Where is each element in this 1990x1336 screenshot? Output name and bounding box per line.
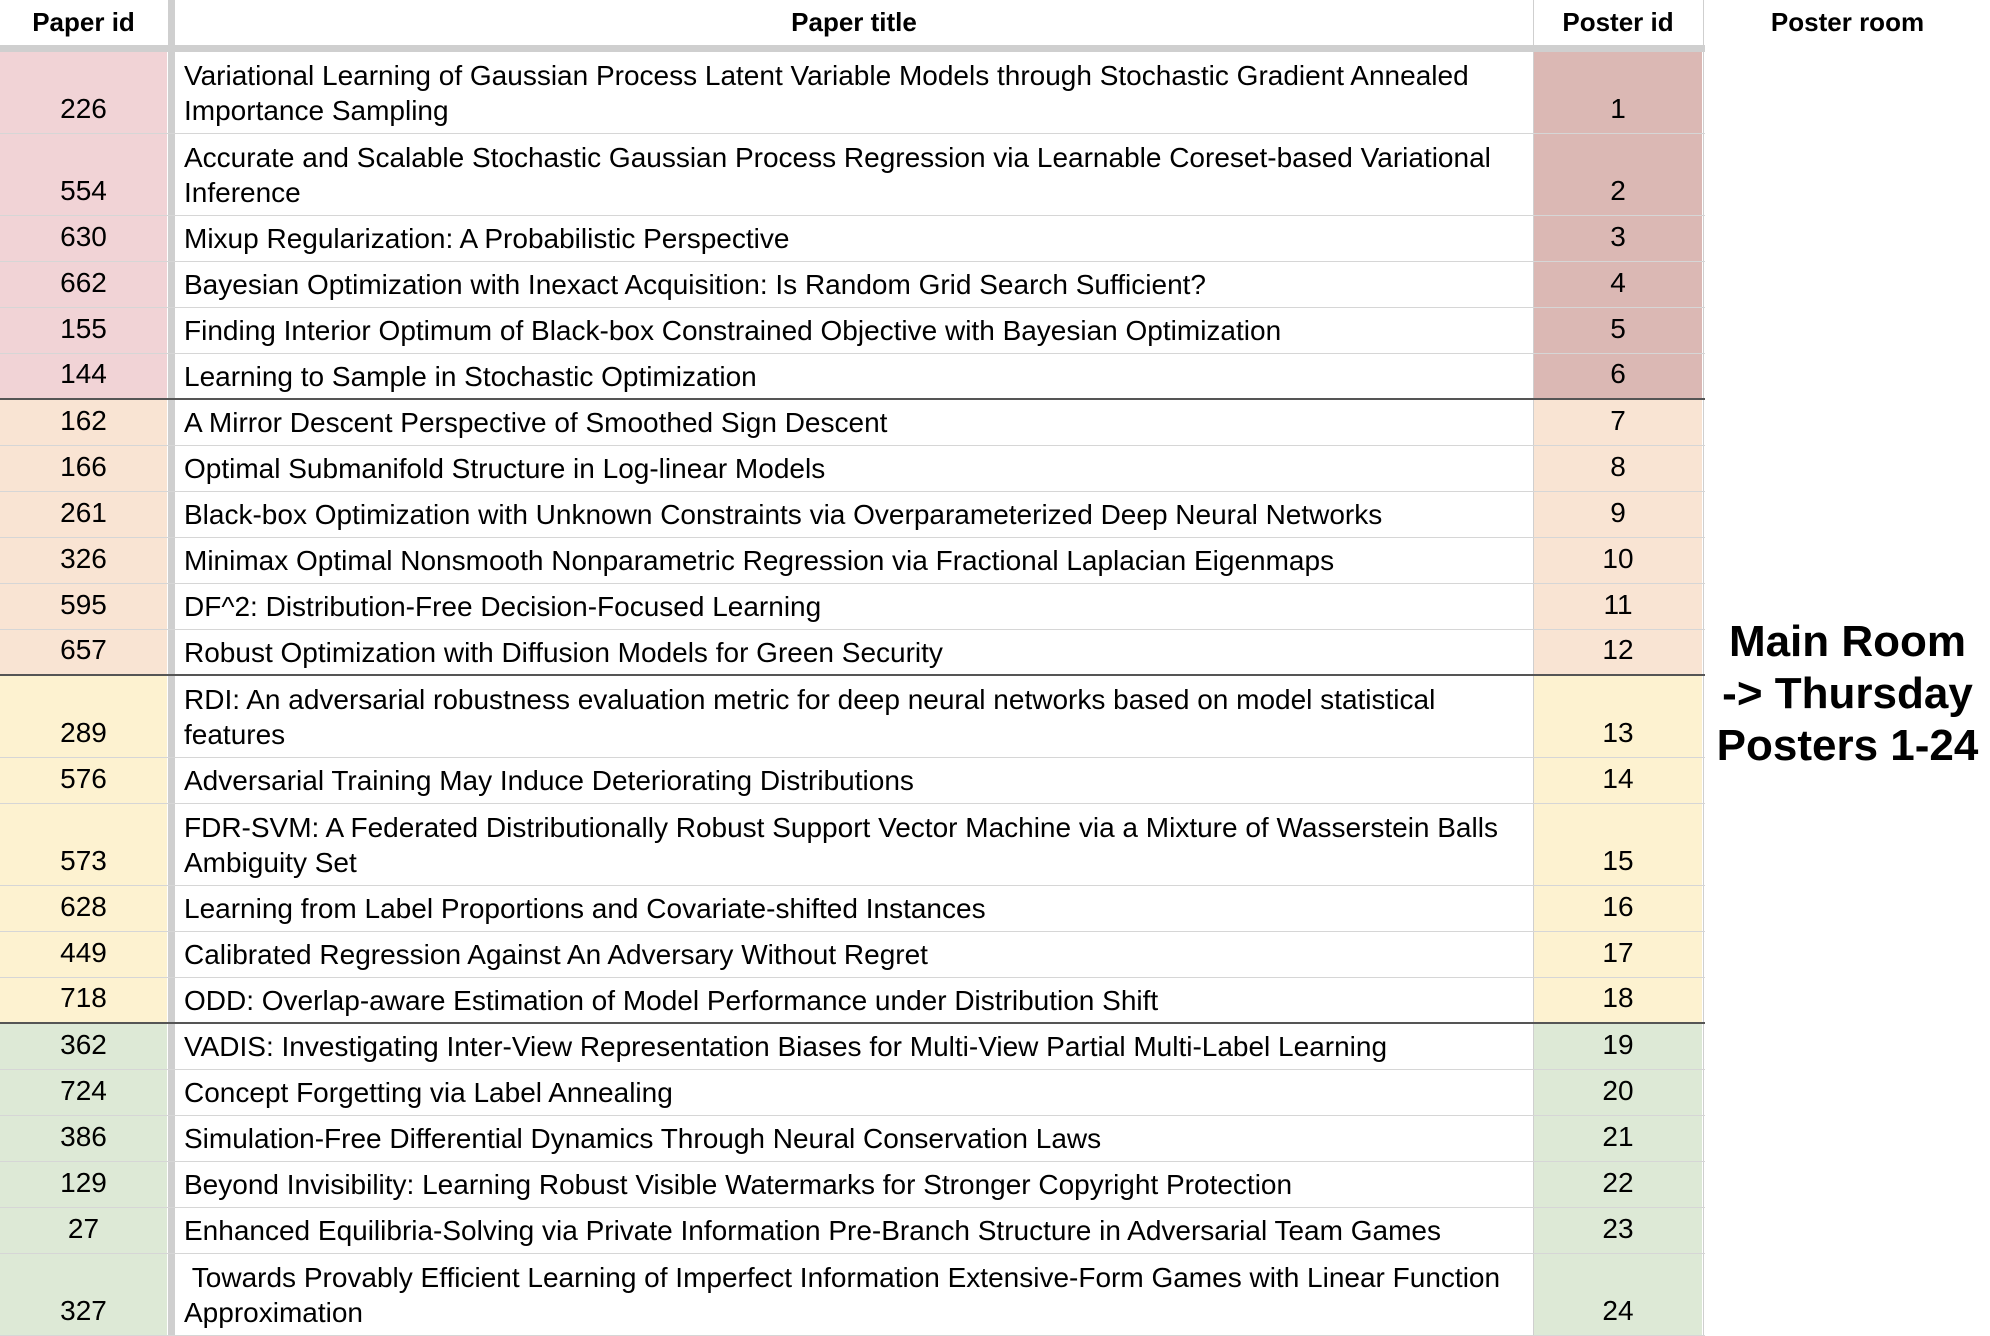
- paper-title-cell[interactable]: [175, 978, 1533, 1022]
- table-row: [0, 886, 1705, 932]
- paper-id-cell[interactable]: 27: [0, 1208, 167, 1253]
- paper-title-cell[interactable]: [175, 804, 1533, 885]
- paper-title-text: Learning from Label Proportions and Covariate-shifted Instances: [184, 893, 986, 924]
- header-paper-title[interactable]: Paper title: [791, 7, 917, 37]
- paper-title-cell[interactable]: [175, 354, 1533, 398]
- poster-id-cell[interactable]: 7: [1534, 400, 1702, 445]
- poster-id-cell[interactable]: 10: [1534, 538, 1702, 583]
- paper-title-text: Minimax Optimal Nonsmooth Nonparametric Regression via Fractional Laplacian Eigenmaps: [184, 545, 1335, 576]
- paper-title-cell[interactable]: [175, 52, 1533, 133]
- poster-room-line: Main Room: [1728, 617, 1967, 666]
- paper-id-cell[interactable]: 166: [0, 446, 167, 491]
- table-row: [0, 1254, 1705, 1336]
- poster-room-merged-cell[interactable]: [1705, 52, 1990, 1336]
- poster-id-cell[interactable]: 2: [1534, 134, 1702, 215]
- paper-id-cell[interactable]: 595: [0, 584, 167, 629]
- paper-id-cell[interactable]: 326: [0, 538, 167, 583]
- paper-id-cell[interactable]: 129: [0, 1162, 167, 1207]
- frozen-row-divider[interactable]: [0, 45, 1705, 52]
- paper-title-text: ODD: Overlap-aware Estimation of Model Performance under Distribution Shift: [184, 984, 1159, 1016]
- poster-id-cell[interactable]: 16: [1534, 886, 1702, 931]
- table-row: [0, 262, 1705, 308]
- paper-title-text: Optimal Submanifold Structure in Log-linear Models: [184, 453, 826, 484]
- paper-title-text: RDI: An adversarial robustness evaluation metric for deep neural networks based on model statistical features: [184, 683, 1444, 750]
- table-row: [0, 758, 1705, 804]
- poster-id-cell[interactable]: 9: [1534, 492, 1702, 537]
- poster-id-cell[interactable]: 15: [1534, 804, 1702, 885]
- paper-id-cell[interactable]: 449: [0, 932, 167, 977]
- paper-title-cell[interactable]: [175, 308, 1533, 353]
- paper-title-cell[interactable]: [175, 400, 1533, 445]
- paper-title-text: Bayesian Optimization with Inexact Acquisition: Is Random Grid Search Sufficient?: [184, 269, 1206, 300]
- table-row: [0, 978, 1705, 1024]
- paper-id-cell[interactable]: 226: [0, 52, 167, 133]
- paper-title-text: Concept Forgetting via Label Annealing: [184, 1077, 673, 1108]
- paper-title-text: Variational Learning of Gaussian Process Latent Variable Models through Stochastic Gradient Annealed Importance Sampling: [184, 59, 1477, 126]
- paper-title-text: Finding Interior Optimum of Black-box Constrained Objective with Bayesian Optimization: [184, 315, 1282, 346]
- poster-room-line: Posters 1-24: [1716, 721, 1979, 770]
- poster-id-cell[interactable]: 24: [1534, 1254, 1702, 1335]
- table-row: [0, 446, 1705, 492]
- poster-id-cell[interactable]: 17: [1534, 932, 1702, 977]
- paper-id-cell[interactable]: 630: [0, 216, 167, 261]
- paper-title-cell[interactable]: [175, 676, 1533, 757]
- poster-id-cell[interactable]: 18: [1534, 978, 1702, 1022]
- poster-id-cell[interactable]: 8: [1534, 446, 1702, 491]
- paper-title-cell[interactable]: [175, 446, 1533, 491]
- paper-title-cell[interactable]: [175, 492, 1533, 537]
- table-row: [0, 804, 1705, 886]
- header-poster-room[interactable]: Poster room: [1770, 7, 1925, 37]
- paper-title-text: Beyond Invisibility: Learning Robust Visible Watermarks for Stronger Copyright Protection: [184, 1169, 1293, 1200]
- paper-title-cell[interactable]: [175, 584, 1533, 629]
- paper-title-cell[interactable]: [175, 1024, 1533, 1069]
- poster-id-cell[interactable]: 4: [1534, 262, 1702, 307]
- paper-title-text: Robust Optimization with Diffusion Models for Green Security: [184, 636, 943, 668]
- paper-id-cell[interactable]: 718: [0, 978, 167, 1022]
- paper-title-text: VADIS: Investigating Inter-View Representation Biases for Multi-View Partial Multi-Label Learning: [184, 1031, 1388, 1062]
- paper-title-text: Enhanced Equilibria-Solving via Private Information Pre-Branch Structure in Adversarial Team Games: [184, 1215, 1441, 1246]
- paper-title-text: Learning to Sample in Stochastic Optimization: [184, 360, 757, 392]
- table-row: [0, 308, 1705, 354]
- table-row: [0, 1162, 1705, 1208]
- poster-id-cell[interactable]: 12: [1534, 630, 1702, 674]
- paper-title-cell[interactable]: [175, 1254, 1533, 1335]
- paper-title-cell[interactable]: [175, 134, 1533, 215]
- paper-title-text: Accurate and Scalable Stochastic Gaussian Process Regression via Learnable Coreset-based Variational Inference: [184, 141, 1499, 208]
- paper-id-cell[interactable]: 362: [0, 1024, 167, 1069]
- paper-id-cell[interactable]: 662: [0, 262, 167, 307]
- poster-id-cell[interactable]: 22: [1534, 1162, 1702, 1207]
- poster-id-cell[interactable]: 19: [1534, 1024, 1702, 1069]
- paper-id-cell[interactable]: 327: [0, 1254, 167, 1335]
- paper-id-cell[interactable]: 573: [0, 804, 167, 885]
- table-row: [0, 134, 1705, 216]
- table-row: [0, 216, 1705, 262]
- table-row: [0, 52, 1705, 134]
- header-paper-id[interactable]: Paper id: [32, 7, 135, 37]
- paper-title-cell[interactable]: [175, 630, 1533, 674]
- poster-id-cell[interactable]: 14: [1534, 758, 1702, 803]
- poster-id-cell[interactable]: 6: [1534, 354, 1702, 398]
- paper-id-cell[interactable]: 155: [0, 308, 167, 353]
- paper-title-text: Mixup Regularization: A Probabilistic Perspective: [184, 223, 790, 254]
- paper-id-cell[interactable]: 576: [0, 758, 167, 803]
- paper-id-cell[interactable]: 162: [0, 400, 167, 445]
- paper-title-text: A Mirror Descent Perspective of Smoothed Sign Descent: [184, 407, 888, 438]
- paper-id-cell[interactable]: 628: [0, 886, 167, 931]
- paper-title-text: FDR-SVM: A Federated Distributionally Robust Support Vector Machine via a Mixture of Wasserstein Balls Ambiguity Set: [184, 811, 1505, 878]
- paper-id-cell[interactable]: 386: [0, 1116, 167, 1161]
- paper-id-cell[interactable]: 289: [0, 676, 167, 757]
- header-poster-id[interactable]: Poster id: [1562, 7, 1674, 37]
- poster-id-cell[interactable]: 11: [1534, 584, 1702, 629]
- paper-title-cell[interactable]: [175, 262, 1533, 307]
- poster-id-cell[interactable]: 21: [1534, 1116, 1702, 1161]
- paper-id-cell[interactable]: 657: [0, 630, 167, 674]
- table-row: [0, 1116, 1705, 1162]
- table-row: [0, 400, 1705, 446]
- paper-title-text: Calibrated Regression Against An Adversary Without Regret: [184, 939, 928, 970]
- paper-title-cell[interactable]: [175, 1116, 1533, 1161]
- table-row: [0, 676, 1705, 758]
- paper-title-text: Simulation-Free Differential Dynamics Through Neural Conservation Laws: [184, 1123, 1102, 1154]
- paper-title-cell[interactable]: [175, 216, 1533, 261]
- paper-title-cell[interactable]: [175, 1162, 1533, 1207]
- paper-title-cell[interactable]: [175, 758, 1533, 803]
- poster-id-cell[interactable]: 3: [1534, 216, 1702, 261]
- poster-id-cell[interactable]: 23: [1534, 1208, 1702, 1253]
- paper-id-cell[interactable]: 554: [0, 134, 167, 215]
- paper-title-cell[interactable]: [175, 1208, 1533, 1253]
- table-row: [0, 538, 1705, 584]
- poster-id-cell[interactable]: 1: [1534, 52, 1702, 133]
- paper-title-text: Towards Provably Efficient Learning of Imperfect Information Extensive-Form Games with Linear Function Approximation: [184, 1261, 1507, 1328]
- poster-id-cell[interactable]: 13: [1534, 676, 1702, 757]
- paper-title-cell[interactable]: [175, 932, 1533, 977]
- paper-title-text: Adversarial Training May Induce Deteriorating Distributions: [184, 765, 914, 796]
- table-row: [0, 492, 1705, 538]
- paper-id-cell[interactable]: 724: [0, 1070, 167, 1115]
- paper-title-text: Black-box Optimization with Unknown Constraints via Overparameterized Deep Neural Networks: [184, 499, 1383, 530]
- table-row: [0, 1024, 1705, 1070]
- table-row: [0, 354, 1705, 400]
- table-row: [0, 584, 1705, 630]
- poster-room-line: -> Thursday: [1722, 669, 1973, 718]
- paper-title-cell[interactable]: [175, 1070, 1533, 1115]
- table-row: [0, 932, 1705, 978]
- table-row: [0, 1070, 1705, 1116]
- table-row: [0, 630, 1705, 676]
- paper-title-text: DF^2: Distribution-Free Decision-Focused Learning: [184, 591, 822, 622]
- poster-id-cell[interactable]: 5: [1534, 308, 1702, 353]
- paper-id-cell[interactable]: 261: [0, 492, 167, 537]
- paper-id-cell[interactable]: 144: [0, 354, 167, 398]
- header-row: [0, 0, 1990, 44]
- paper-title-cell[interactable]: [175, 538, 1533, 583]
- poster-id-cell[interactable]: 20: [1534, 1070, 1702, 1115]
- table-row: [0, 1208, 1705, 1254]
- paper-title-cell[interactable]: [175, 886, 1533, 931]
